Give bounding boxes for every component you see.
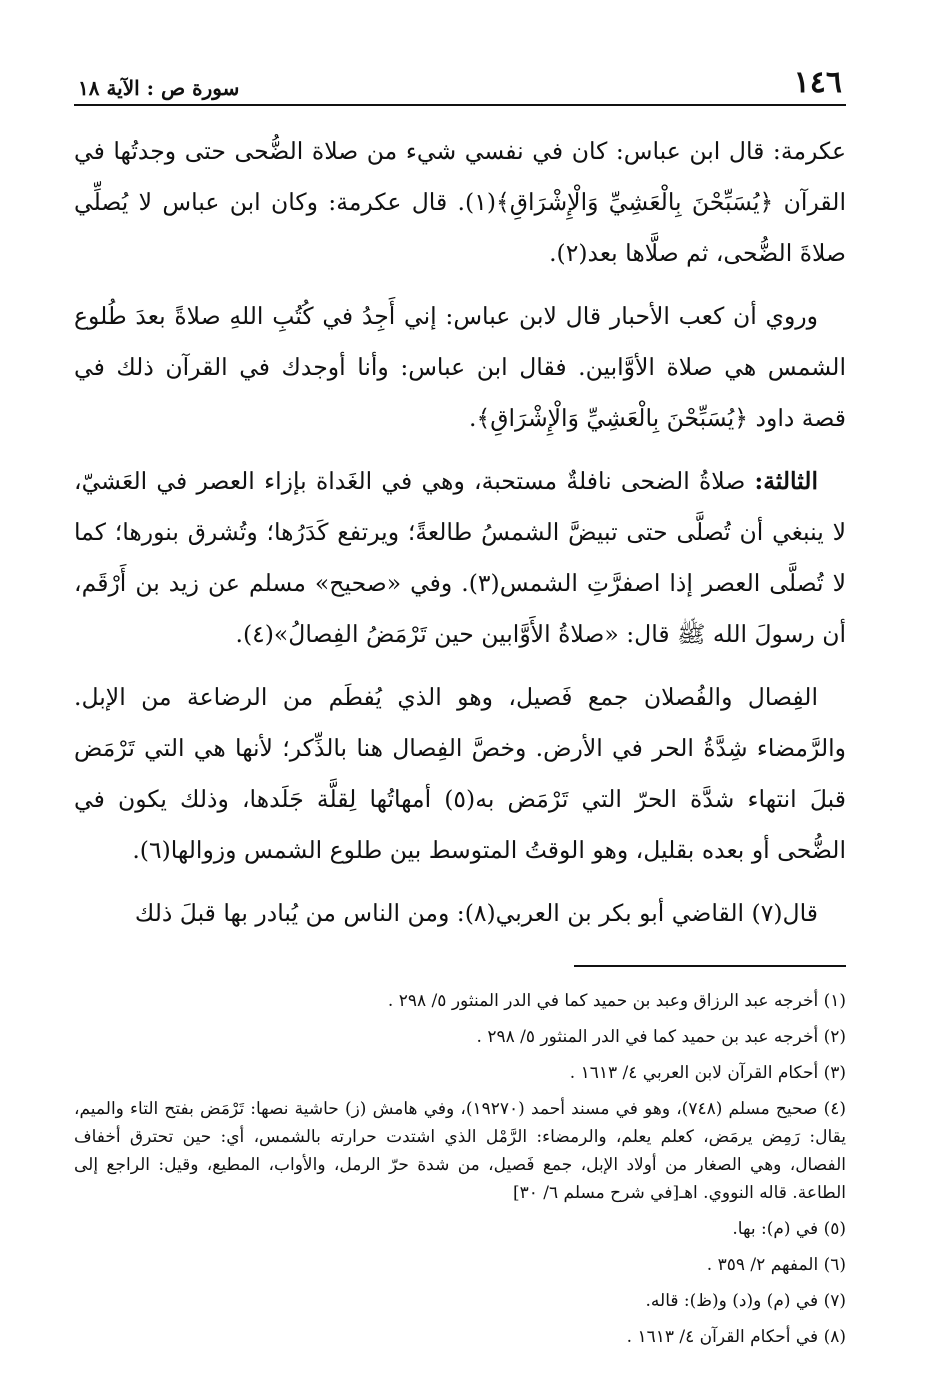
footnote-8: (٨) في أحكام القرآن ٤/ ١٦١٣ . <box>626 1327 846 1347</box>
footnote-6: (٦) المفهم ٢/ ٣٥٩ . <box>706 1255 846 1275</box>
footnote-4: (٤) صحيح مسلم (٧٤٨)، وهو في مسند أحمد (١٩٢٧٠)، وفي هامش (ز) حاشية نصها: تَرْمَض بفتح التاء والميم، يقال: رَمِض يرمَض، كعلم يعلم، والرمضاء: الرَّمْل الذي اشتدت حرارته بالشمس، أي: حين تحترق أخفاف الفصال، وهي الصغار من أولاد الإبل، جمع فَصيل، من شدة حرّ الرمل، والأواب، المطيع، وقيل: الراجع إلى الطاعة. قاله النووي. اهـ[في شرح مسلم ٦/ ٣٠] <box>74 1099 846 1203</box>
paragraph-4 <box>74 672 846 876</box>
page-number: ١٤٦ <box>793 65 842 100</box>
paragraph-text: قال(٧) القاضي أبو بكر بن العربي(٨): ومن الناس من يُبادر بها قبلَ ذلك <box>134 899 818 927</box>
paragraph-3 <box>74 456 846 660</box>
footnote-5: (٥) في (م): بها. <box>732 1219 846 1239</box>
footnote-2: (٢) أخرجه عبد بن حميد كما في الدر المنثور ٥/ ٢٩٨ . <box>476 1027 846 1047</box>
page-header <box>74 62 846 106</box>
paragraph-text: صلاةُ الضحى نافلةٌ مستحبة، وهي في الغَداة بإزاء العصر في العَشيّ، لا ينبغي أن تُصلَّى حتى تبيضَّ الشمسُ طالعةً؛ ويرتفع كَدَرُها؛ وتُشرق بنورها؛ كما لا تُصلَّى العصر إذا اصفرَّتِ الشمس(٣). وفي «صحيح» مسلم عن زيد بن أَرْقَم، أن رسولَ الله ﷺ قال: «صلاةُ الأَوَّابين حين تَرْمَضُ الفِصالُ»(٤). <box>74 467 847 648</box>
footnote-3: (٣) أحكام القرآن لابن العربي ٤/ ١٦١٣ . <box>569 1063 846 1083</box>
paragraph-text: وروي أن كعب الأحبار قال لابن عباس: إني أَجِدُ في كُتُبِ اللهِ صلاةً بعدَ طُلوع الشمس هي صلاة الأوَّابين. فقال ابن عباس: وأنا أوجدك في القرآن ذلك في قصة داود ﴿يُسَبِّحْنَ بِالْعَشِيِّ وَالْإِشْرَاقِ﴾. <box>74 302 846 432</box>
paragraph-5 <box>74 888 846 939</box>
section-label: الثالثة: <box>754 467 818 495</box>
main-text <box>74 126 846 939</box>
paragraph-text: عكرمة: قال ابن عباس: كان في نفسي شيء من صلاة الضُّحى حتى وجدتُها في القرآن ﴿يُسَبِّحْنَ بِالْعَشِيِّ وَالْإِشْرَاقِ﴾(١). قال عكرمة: وكان ابن عباس لا يُصلِّي صلاةَ الضُّحى، ثم صلَّاها بعد(٢). <box>74 137 846 267</box>
page <box>74 62 846 1359</box>
footnote-7: (٧) في (م) و(د) و(ظ): قاله. <box>645 1291 846 1311</box>
footnotes <box>74 987 846 1351</box>
paragraph-2 <box>74 291 846 444</box>
footnote-1: (١) أخرجه عبد الرزاق وعبد بن حميد كما في الدر المنثور ٥/ ٢٩٨ . <box>387 991 846 1011</box>
paragraph-1 <box>74 126 846 279</box>
paragraph-text: الفِصال والفُصلان جمع فَصيل، وهو الذي يُفطَم من الرضاعة من الإبل. والرَّمضاء شِدَّةُ الحر في الأرض. وخصَّ الفِصال هنا بالذِّكر؛ لأنها هي التي تَرْمَض قبلَ انتهاء شدَّة الحرّ التي تَرْمَض به(٥) أمهاتُها لِقلَّة جَلَدها، وذلك يكون في الضُّحى أو بعده بقليل، وهو الوقتُ المتوسط بين طلوع الشمس وزوالها(٦). <box>74 683 846 864</box>
surah-title: سورة ص : الآية ١٨ <box>78 76 240 100</box>
footnote-separator <box>574 965 846 967</box>
